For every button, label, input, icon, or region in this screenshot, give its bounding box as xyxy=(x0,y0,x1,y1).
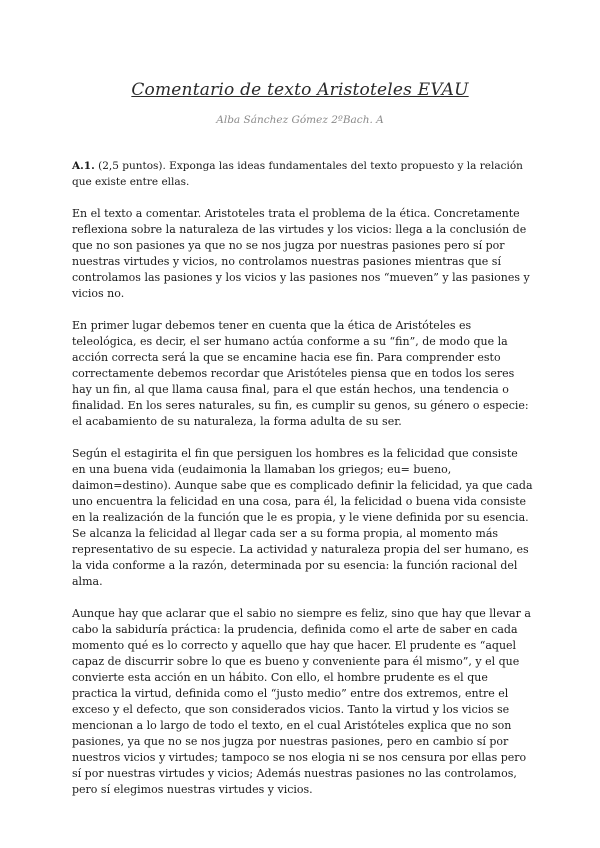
author-line: Alba Sánchez Gómez 2ºBach. A xyxy=(216,114,384,126)
question-text: (2,5 puntos). Exponga las ideas fundamentales del texto propuesto y la relación que existe entre ellas. xyxy=(72,160,523,188)
paragraph: En el texto a comentar. Aristoteles trata el problema de la ética. Concretamente reflexiona sobre la naturaleza de las virtudes y los vicios: llega a la conclusión de que no son pasiones ya que no se nos jugza por nuestras pasiones pero sí por nuestras virtudes y vicios, no controlamos nuestras pasiones mientras que sí controlamos las pasiones y los vicios y las pasiones nos “mueven” y las pasiones y vicios no. xyxy=(72,207,530,300)
question-label: A.1. xyxy=(72,160,95,172)
document-title: Comentario de texto Aristoteles EVAU xyxy=(131,80,469,100)
paragraph: Según el estagirita el fin que persiguen los hombres es la felicidad que consiste en una buena vida (eudaimonia la llamaban los griegos; eu= bueno, daimon=destino). Aunque sabe que es complicado definir la felicidad, ya que cada uno encuentra la felicidad en una cosa, para él, la felicidad o buena vida consiste en la realización de la función que le es propia, y le viene definida por su esencia. Se alcanza la felicidad al llegar cada ser a su forma propia, al momento más representativo de su especie. La actividad y naturaleza propia del ser humano, es la vida conforme a la razón, determinada por su esencia: la función racional del alma. xyxy=(72,447,533,588)
document-body xyxy=(72,206,534,814)
paragraph: En primer lugar debemos tener en cuenta que la ética de Aristóteles es teleológica, es decir, el ser humano actúa conforme a su “fin”, de modo que la acción correcta será la que se encamine hacia ese fin. Para comprender esto correctamente debemos recordar que Aristóteles piensa que en todos los seres hay un fin, al que llama causa final, para el que están hechos, una tendencia o finalidad. En los seres naturales, su fin, es cumplir su genos, su género o especie: el acabamiento de su naturaleza, la forma adulta de su ser. xyxy=(72,319,529,428)
question-prompt xyxy=(72,158,532,190)
paragraph: Aunque hay que aclarar que el sabio no siempre es feliz, sino que hay que llevar a cabo la sabiduría práctica: la prudencia, definida como el arte de saber en cada momento qué es lo correcto y aquello que hay que hacer. El prudente es “aquel capaz de discurrir sobre lo que es bueno y conveniente para él mismo”, y el que convierte esta acción en un hábito. Con ello, el hombre prudente es el que practica la virtud, definida como el “justo medio” entre dos extremos, entre el exceso y el defecto, que son considerados vicios. Tanto la virtud y los vicios se mencionan a lo largo de todo el texto, en el cual Aristóteles explica que no son pasiones, ya que no se nos jugza por nuestras pasiones, pero en cambio sí por nuestros vicios y virtudes; tampoco se nos elogia ni se nos censura por ellas pero sí por nuestras virtudes y vicios; Además nuestras pasiones no las controlamos, pero sí elegimos nuestras virtudes y vicios. xyxy=(72,607,531,796)
